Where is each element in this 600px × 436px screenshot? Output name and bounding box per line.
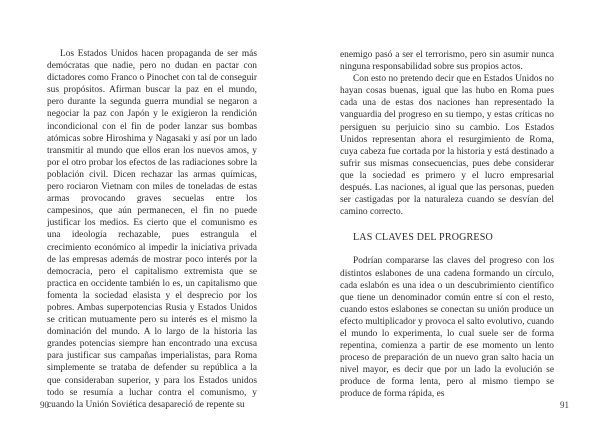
left-paragraph-1: Los Estados Unidos hacen propaganda de ser más demócratas que nadie, pero no dudan en pactar con dictadores como Franco o Pinochet con tal de conseguir sus propósitos. Afirman buscar la paz en el mundo, pero durante la segunda guerra mundial se negaron a negociar la paz con Japón y le exigieron la rendición incondicional con el fin de poder lanzar sus bombas atómicas sobre Hiroshima y Nagasaki y así por un lado transmitir al mundo que ellos eran los nuevos amos, y por el otro probar los efectos de las radiaciones sobre la población civil. Dicen rechazar las armas químicas, pero rociaron Vietnam con miles de toneladas de estas armas provocando graves secuelas entre los campesinos, que aún permanecen, el fin no puede justificar los medios. Es cierto que el comunismo es una ideología rechazable, pues estrangula el crecimiento económico al impedir la iniciativa privada de las empresas además de mostrar poco interés por la democracia, pero el capitalismo extremista que se practica en occidente también lo es, un capitalismo que fomenta la sociedad elasista y el desprecio por los pobres. Ambas superpotencias Rusia y Estados Unidos se critican mutuamente pero su interés es el mismo la dominación del mundo. A lo largo de la historia las grandes potencias siempre han encontrado una excusa para justificar sus campañas imperialistas, para Roma simplemente se trataba de defender su república a la que consideraban superior, y para los Estados unidos todo se resumía a luchar contra el comunismo, y cuando la Unión Soviética desapareció de repente su — [47, 49, 257, 410]
right-page — [300, 0, 600, 436]
right-paragraph-2: Con esto no pretendo decir que en Estados Unidos no hayan cosas buenas, igual que las hubo en Roma pues cada una de estas dos naciones han representado la vanguardia del progreso en su tiempo, y estas críticas no persiguen su perjuicio sino su cambio. Los Estados Unidos representan ahora el resurgimiento de Roma, cuya cabeza fue cortada por la historia y está destinado a sufrir sus mismas consecuencias, pues debe considerar que la sociedad es primero y el lucro empresarial después. Las naciones, al igual que las personas, pueden ser castigadas por la naturaleza cuando se desvían del camino correcto. — [340, 74, 554, 218]
left-page-number: 90 — [40, 400, 49, 410]
left-page-text — [47, 48, 257, 411]
right-page-number: 91 — [560, 400, 569, 410]
right-paragraph-1: enemigo pasó a ser el terrorismo, pero sin asumir nunca ninguna responsabilidad sobre sus propios actos. — [340, 50, 554, 73]
section-heading: LAS CLAVES DEL PROGRESO — [353, 232, 493, 244]
right-page-text — [340, 49, 554, 401]
right-paragraph-3: Podrían compararse las claves del progreso con los distintos eslabones de una cadena formando un círculo, cada eslabón es una idea o un descubrimiento científico que tiene un denominador común entre sí con el resto, cuando estos eslabones se conectan su unión produce un efecto multiplicador y provoca el salto evolutivo, cuando el mundo lo experimenta, lo cual suele ser de forma repentina, comienza a partir de ese momento un lento proceso de preparación de un nuevo gran salto hacia un nivel mayor, es decir que por un lado la evolución se produce de forma lenta, pero al mismo tiempo se produce de forma rápida, es — [340, 256, 554, 400]
